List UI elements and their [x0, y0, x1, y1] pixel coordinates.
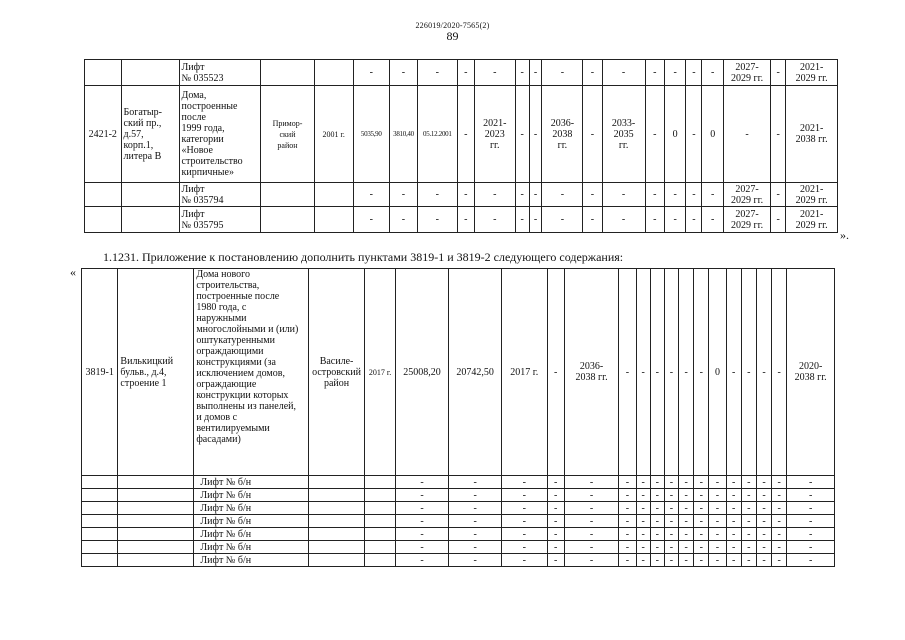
cell-dash: - — [787, 554, 835, 567]
period-b: 2021- 2029 гг. — [786, 60, 838, 86]
empty-cell — [308, 528, 365, 541]
cell-dash: - — [650, 476, 664, 489]
cell-dash: - — [602, 207, 645, 233]
cell-dash: - — [501, 502, 547, 515]
empty-cell — [118, 502, 194, 515]
cell-dash: - — [395, 476, 449, 489]
final-period: 2020- 2038 гг. — [787, 269, 835, 476]
cell-dash: - — [353, 60, 390, 86]
cell-dash: - — [449, 541, 502, 554]
cell-dash: - — [709, 541, 726, 554]
cell-dash: - — [501, 476, 547, 489]
cell-dash: - — [741, 476, 756, 489]
cell-dash: - — [515, 207, 529, 233]
empty-cell — [82, 515, 118, 528]
period-3: 2033- 2035 гг. — [602, 86, 645, 183]
row-number: 3819-1 — [82, 269, 118, 476]
cell-dash: - — [583, 60, 602, 86]
cell-dash: - — [726, 269, 741, 476]
cell-dash: - — [619, 269, 636, 476]
cell-dash: - — [515, 183, 529, 207]
cell-dash: - — [547, 528, 564, 541]
year-2: 2017 г. — [501, 269, 547, 476]
cell-dash: - — [395, 515, 449, 528]
cell-dash: - — [636, 554, 650, 567]
lift-label: Лифт № б/н — [194, 502, 308, 515]
cell-dash: - — [529, 207, 542, 233]
cell-dash: - — [395, 528, 449, 541]
cell-dash: - — [449, 489, 502, 502]
cell-dash: - — [702, 60, 723, 86]
amendment-paragraph: 1.1231. Приложение к постановлению дополнить пунктами 3819-1 и 3819-2 следующего содержания: — [103, 250, 624, 264]
area-living: 20742,50 — [449, 269, 502, 476]
document-id: 226019/2020-7565(2) — [415, 21, 490, 30]
cell-dash: - — [645, 60, 664, 86]
cell-dash: - — [694, 528, 709, 541]
closing-quote: ». — [840, 228, 849, 242]
cell-dash: - — [756, 476, 771, 489]
cell-dash: - — [664, 489, 678, 502]
cell-dash: - — [395, 489, 449, 502]
cell-dash: - — [619, 554, 636, 567]
cell-dash: - — [771, 207, 786, 233]
empty-cell — [82, 554, 118, 567]
cell-dash: - — [501, 541, 547, 554]
cell-dash: - — [686, 86, 702, 183]
cell-dash: - — [602, 183, 645, 207]
cell-dash: - — [741, 554, 756, 567]
table-continuation — [84, 59, 838, 233]
table-row — [82, 528, 835, 541]
cell-dash: - — [756, 515, 771, 528]
cell-dash: - — [547, 269, 564, 476]
cell-dash: - — [529, 60, 542, 86]
cell-dash: - — [772, 515, 787, 528]
empty-cell — [118, 541, 194, 554]
table-row — [82, 554, 835, 567]
cell-dash: - — [756, 528, 771, 541]
cell-dash: - — [772, 554, 787, 567]
cell-dash: - — [772, 541, 787, 554]
zero-value: 0 — [702, 86, 723, 183]
cell-dash: - — [636, 541, 650, 554]
empty-cell — [308, 502, 365, 515]
empty-cell — [308, 489, 365, 502]
cell-dash: - — [772, 502, 787, 515]
cell-dash: - — [390, 60, 418, 86]
cell-dash: - — [664, 60, 685, 86]
period-b: 2021- 2029 гг. — [786, 207, 838, 233]
cell-dash: - — [787, 476, 835, 489]
cell-dash: - — [542, 60, 583, 86]
opening-quote: « — [70, 265, 76, 279]
empty-cell — [308, 515, 365, 528]
period-1: 2036- 2038 гг. — [564, 269, 619, 476]
cell-dash: - — [636, 476, 650, 489]
cell-dash: - — [686, 183, 702, 207]
period-a: 2027- 2029 гг. — [723, 183, 770, 207]
cell-dash: - — [787, 541, 835, 554]
cell-dash: - — [650, 502, 664, 515]
lift-label: Лифт № 035795 — [179, 207, 261, 233]
cell-dash: - — [564, 528, 619, 541]
table-row — [82, 541, 835, 554]
cell-dash: - — [787, 502, 835, 515]
cell-dash: - — [501, 528, 547, 541]
cell-dash: - — [694, 502, 709, 515]
cell-dash: - — [664, 554, 678, 567]
cell-dash: - — [395, 502, 449, 515]
cell-dash: - — [726, 476, 741, 489]
lift-label: Лифт № б/н — [194, 554, 308, 567]
table-row — [82, 489, 835, 502]
area-total: 5035,90 — [353, 86, 390, 183]
cell-dash: - — [542, 207, 583, 233]
cell-dash: - — [417, 207, 457, 233]
cell-dash: - — [636, 515, 650, 528]
cell-dash: - — [417, 60, 457, 86]
empty-cell — [118, 489, 194, 502]
empty-cell — [118, 515, 194, 528]
cell-dash: - — [449, 554, 502, 567]
cell-dash: - — [650, 528, 664, 541]
district: Василе- островский район — [308, 269, 365, 476]
cell-dash: - — [515, 60, 529, 86]
cell-dash: - — [650, 269, 664, 476]
period-b: 2021- 2029 гг. — [786, 183, 838, 207]
cell-dash: - — [679, 515, 694, 528]
cell-dash: - — [771, 60, 786, 86]
cell-dash: - — [694, 476, 709, 489]
cell-dash: - — [564, 476, 619, 489]
cell-dash: - — [694, 489, 709, 502]
lift-label: Лифт № б/н — [194, 528, 308, 541]
cell-dash: - — [686, 207, 702, 233]
cell-dash: - — [583, 207, 602, 233]
cell-dash: - — [664, 502, 678, 515]
cell-dash: - — [619, 515, 636, 528]
build-year: 2001 г. — [314, 86, 353, 183]
lift-label: Лифт № б/н — [194, 541, 308, 554]
row-number: 2421-2 — [85, 86, 122, 183]
empty-cell — [82, 476, 118, 489]
empty-cell — [365, 476, 395, 489]
cell-dash: - — [564, 502, 619, 515]
cell-dash: - — [664, 207, 685, 233]
cell-dash: - — [679, 528, 694, 541]
cell-dash: - — [726, 554, 741, 567]
cell-dash: - — [709, 554, 726, 567]
cell-dash: - — [664, 541, 678, 554]
category: Дома нового строительства, построенные после 1980 года, с наружными многослойными и (или) оштукатуренными ограждающими конструкциями (за исключением домов, ограждающие конструкции которых выполнены из панелей, и домов с вентилируемыми фасадами) — [194, 269, 308, 476]
cell-dash: - — [772, 489, 787, 502]
empty-cell — [308, 476, 365, 489]
cell-dash: - — [709, 515, 726, 528]
empty-cell — [118, 554, 194, 567]
cell-dash: - — [787, 489, 835, 502]
cell-dash: - — [457, 207, 474, 233]
cell-dash: - — [474, 60, 515, 86]
cell-dash: - — [679, 502, 694, 515]
address: Вилькицкий бульв., д.4, строение 1 — [118, 269, 194, 476]
table-row — [85, 183, 838, 207]
cell-dash: - — [650, 489, 664, 502]
cell-dash: - — [709, 489, 726, 502]
cell-dash: - — [501, 489, 547, 502]
cell-dash: - — [664, 476, 678, 489]
zero-value: 0 — [709, 269, 726, 476]
cell-dash: - — [583, 183, 602, 207]
cell-dash: - — [515, 86, 529, 183]
cell-dash: - — [390, 183, 418, 207]
cell-dash: - — [542, 183, 583, 207]
period-1: 2021- 2023 гг. — [474, 86, 515, 183]
cell-dash: - — [547, 489, 564, 502]
cell-dash: - — [679, 554, 694, 567]
empty-cell — [82, 541, 118, 554]
cell-dash: - — [619, 489, 636, 502]
cell-dash: - — [741, 528, 756, 541]
cell-dash: - — [645, 86, 664, 183]
cell-dash: - — [726, 515, 741, 528]
cell-dash: - — [650, 515, 664, 528]
cell-dash: - — [726, 541, 741, 554]
cell-dash: - — [664, 269, 678, 476]
cell-dash: - — [645, 207, 664, 233]
zero-value: 0 — [664, 86, 685, 183]
cell-dash: - — [771, 183, 786, 207]
table-new-items — [81, 268, 835, 567]
empty-cell — [365, 502, 395, 515]
cell-dash: - — [679, 541, 694, 554]
cell-dash: - — [702, 183, 723, 207]
area-living: 3810,40 — [390, 86, 418, 183]
cell-dash: - — [741, 489, 756, 502]
cell-dash: - — [664, 528, 678, 541]
empty-cell — [365, 528, 395, 541]
empty-cell — [365, 554, 395, 567]
cell-dash: - — [709, 528, 726, 541]
cell-dash: - — [547, 541, 564, 554]
cell-dash: - — [787, 515, 835, 528]
cell-dash: - — [602, 60, 645, 86]
cell-dash: - — [353, 183, 390, 207]
table-row — [85, 86, 838, 183]
cell-dash: - — [619, 541, 636, 554]
table-row — [82, 502, 835, 515]
cell-dash: - — [679, 489, 694, 502]
cell-dash: - — [501, 554, 547, 567]
cell-dash: - — [619, 528, 636, 541]
cell-dash: - — [457, 60, 474, 86]
empty-cell — [118, 528, 194, 541]
cell-dash: - — [723, 86, 770, 183]
empty-cell — [82, 502, 118, 515]
cell-dash: - — [529, 86, 542, 183]
empty-cell — [365, 515, 395, 528]
cell-dash: - — [636, 502, 650, 515]
cell-dash: - — [449, 476, 502, 489]
lift-label: Лифт № б/н — [194, 489, 308, 502]
address: Богатыр- ский пр., д.57, корп.1, литера В — [121, 86, 179, 183]
table-row — [85, 207, 838, 233]
empty-cell — [82, 528, 118, 541]
empty-cell — [308, 554, 365, 567]
cell-dash: - — [645, 183, 664, 207]
cell-dash: - — [694, 554, 709, 567]
cell-dash: - — [709, 502, 726, 515]
cell-dash: - — [664, 515, 678, 528]
cell-dash: - — [771, 86, 786, 183]
cell-dash: - — [702, 207, 723, 233]
cell-dash: - — [474, 183, 515, 207]
cell-dash: - — [741, 515, 756, 528]
cell-dash: - — [772, 528, 787, 541]
cell-dash: - — [650, 541, 664, 554]
cell-dash: - — [787, 528, 835, 541]
cell-dash: - — [741, 502, 756, 515]
category: Дома, построенные после 1999 года, категории «Новое строительство кирпичные» — [179, 86, 261, 183]
cell-dash: - — [395, 554, 449, 567]
cell-dash: - — [726, 502, 741, 515]
cell-dash: - — [547, 502, 564, 515]
cell-dash: - — [636, 269, 650, 476]
cell-dash: - — [619, 502, 636, 515]
empty-cell — [365, 489, 395, 502]
cell-dash: - — [664, 183, 685, 207]
lift-label: Лифт № 035523 — [179, 60, 261, 86]
cell-dash: - — [417, 183, 457, 207]
cell-dash: - — [564, 515, 619, 528]
cell-dash: - — [564, 554, 619, 567]
district: Примор- ский район — [261, 86, 315, 183]
cell-dash: - — [694, 515, 709, 528]
cell-dash: - — [726, 528, 741, 541]
cell-dash: - — [564, 489, 619, 502]
cell-dash: - — [756, 541, 771, 554]
final-period: 2021- 2038 гг. — [786, 86, 838, 183]
cell-dash: - — [619, 476, 636, 489]
empty-cell — [82, 489, 118, 502]
table-row — [82, 476, 835, 489]
cell-dash: - — [741, 541, 756, 554]
cell-dash: - — [694, 269, 709, 476]
cell-dash: - — [756, 489, 771, 502]
cell-dash: - — [449, 515, 502, 528]
area-total: 25008,20 — [395, 269, 449, 476]
cell-dash: - — [772, 476, 787, 489]
table-row — [82, 515, 835, 528]
cell-dash: - — [726, 489, 741, 502]
cell-dash: - — [449, 502, 502, 515]
table-row — [82, 269, 835, 476]
lift-label: Лифт № 035794 — [179, 183, 261, 207]
cell-dash: - — [564, 541, 619, 554]
cell-dash: - — [756, 502, 771, 515]
empty-cell — [308, 541, 365, 554]
cell-dash: - — [457, 183, 474, 207]
cell-dash: - — [547, 554, 564, 567]
cell-dash: - — [395, 541, 449, 554]
lift-label: Лифт № б/н — [194, 515, 308, 528]
cell-dash: - — [650, 554, 664, 567]
cell-dash: - — [449, 528, 502, 541]
page-number: 89 — [446, 29, 459, 43]
cell-dash: - — [529, 183, 542, 207]
cell-dash: - — [679, 269, 694, 476]
cell-dash: - — [547, 476, 564, 489]
cell-dash: - — [709, 476, 726, 489]
build-year: 2017 г. — [365, 269, 395, 476]
cell-dash: - — [679, 476, 694, 489]
cell-dash: - — [636, 489, 650, 502]
cell-dash: - — [547, 515, 564, 528]
cell-dash: - — [741, 269, 756, 476]
cell-dash: - — [501, 515, 547, 528]
period-2: 2036- 2038 гг. — [542, 86, 583, 183]
empty-cell — [365, 541, 395, 554]
cell-dash: - — [457, 86, 474, 183]
cell-dash: - — [583, 86, 602, 183]
cell-dash: - — [474, 207, 515, 233]
table-row — [85, 60, 838, 86]
cell-dash: - — [772, 269, 787, 476]
cell-dash: - — [686, 60, 702, 86]
date: 05.12.2001 — [417, 86, 457, 183]
empty-cell — [118, 476, 194, 489]
lift-label: Лифт № б/н — [194, 476, 308, 489]
cell-dash: - — [694, 541, 709, 554]
cell-dash: - — [353, 207, 390, 233]
cell-dash: - — [390, 207, 418, 233]
cell-dash: - — [636, 528, 650, 541]
cell-dash: - — [756, 269, 771, 476]
cell-dash: - — [756, 554, 771, 567]
period-a: 2027- 2029 гг. — [723, 60, 770, 86]
period-a: 2027- 2029 гг. — [723, 207, 770, 233]
